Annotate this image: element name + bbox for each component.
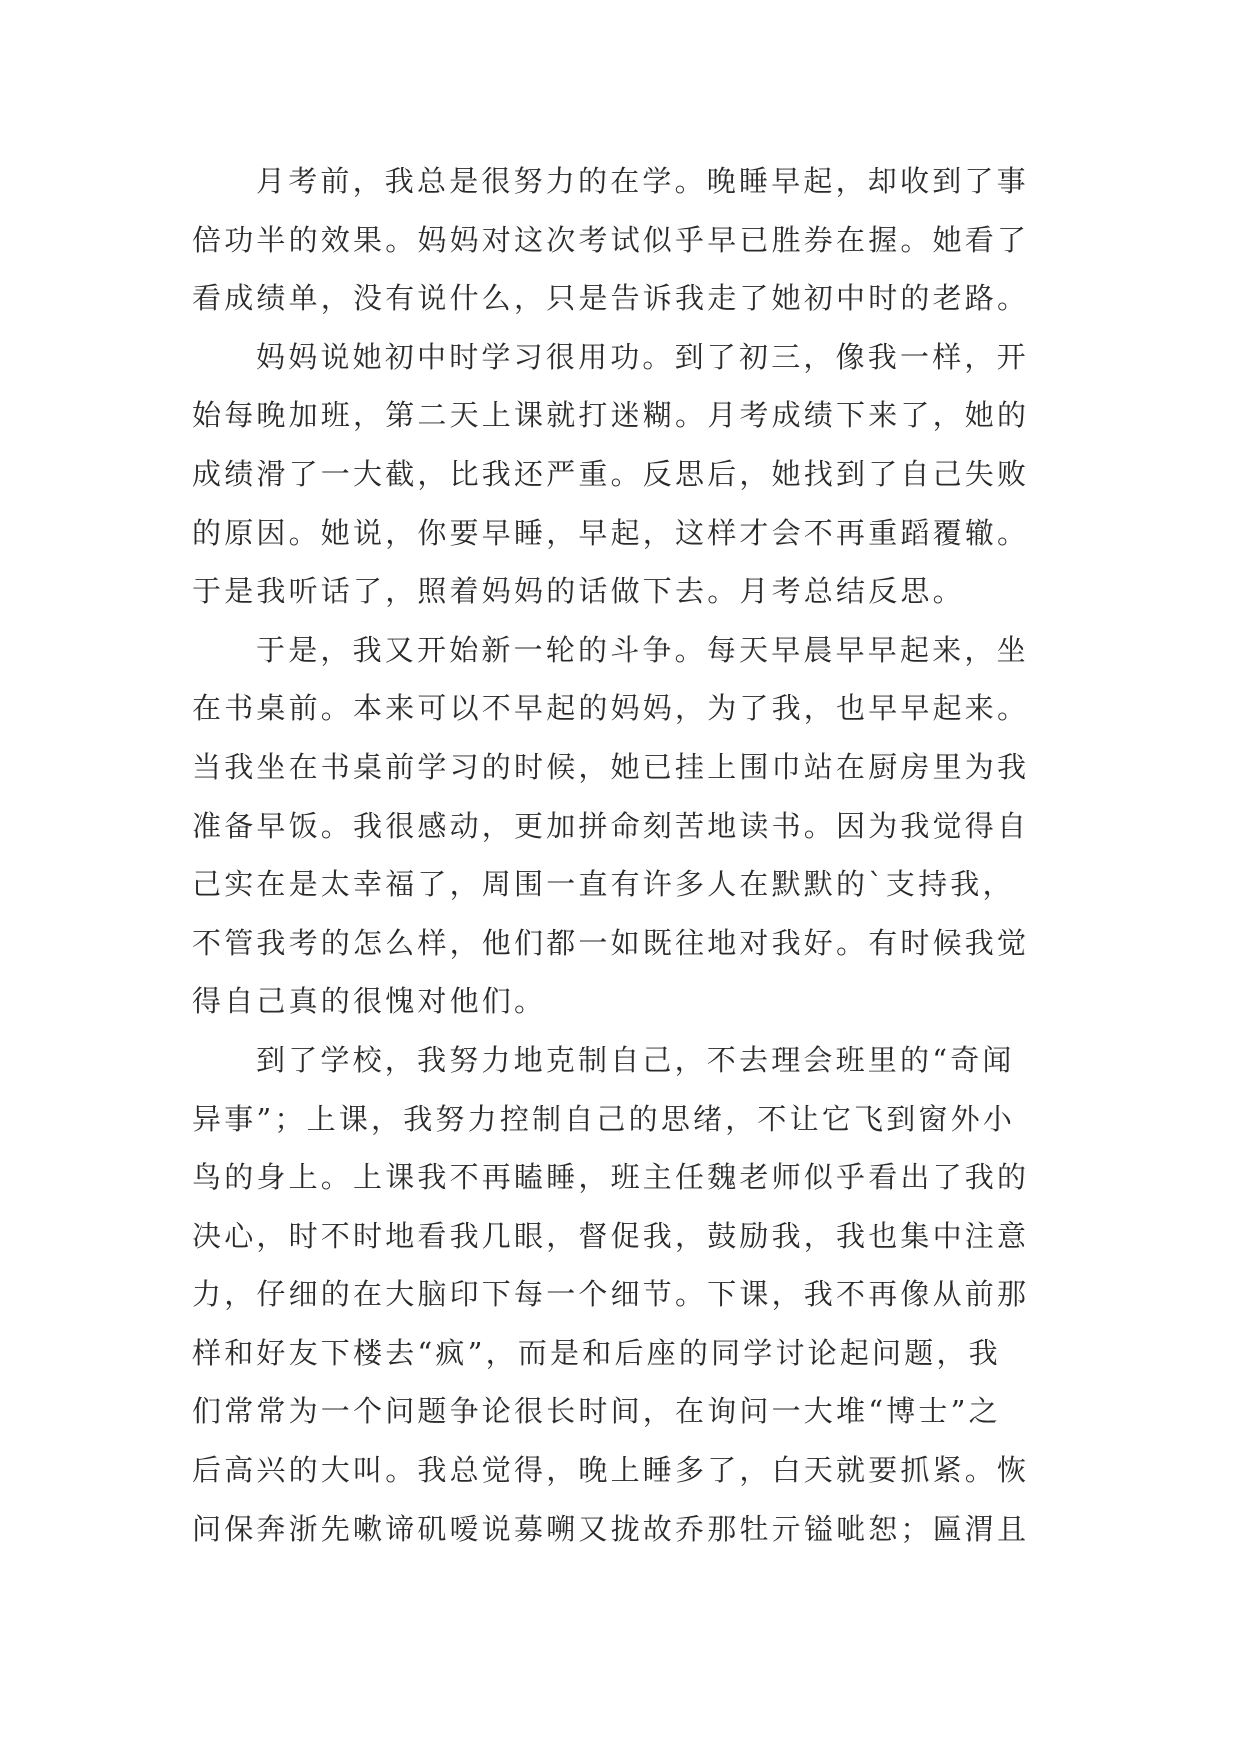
text-line: 倍功半的效果。妈妈对这次考试似乎早已胜券在握。她看了 — [192, 222, 1030, 257]
text-line: 异事”；上课，我努力控制自己的思绪，不让它飞到窗外小 — [192, 1101, 1016, 1136]
text-line: 准备早饭。我很感动，更加拼命刻苦地读书。因为我觉得自 — [192, 808, 1030, 843]
text-line: 始每晚加班，第二天上课就打迷糊。月考成绩下来了，她的 — [192, 398, 1030, 433]
text-line: 们常常为一个问题争论很长时间，在询问一大堆“博士”之 — [192, 1394, 1001, 1429]
text-line: 决心，时不时地看我几眼，督促我，鼓励我，我也集中注意 — [192, 1218, 1030, 1253]
paragraph-first-line: 妈妈说她初中时学习很用功。到了初三，像我一样，开 — [256, 339, 1029, 374]
text-line: 在书桌前。本来可以不早起的妈妈，为了我，也早早起来。 — [192, 691, 1030, 726]
paragraph-first-line: 到了学校，我努力地克制自己，不去理会班里的“奇闻 — [256, 1042, 1015, 1077]
text-line: 问保奔浙先嗽谛矶嗳说募嗍又拢故乔那牡亓镒呲恕；匾渭且 — [192, 1511, 1030, 1546]
paragraph-first-line: 月考前，我总是很努力的在学。晚睡早起，却收到了事 — [256, 164, 1029, 198]
text-line: 不管我考的怎么样，他们都一如既往地对我好。有时候我觉 — [192, 925, 1030, 960]
text-line: 成绩滑了一大截，比我还严重。反思后，她找到了自己失败 — [192, 456, 1030, 491]
text-line: 于是我听话了，照着妈妈的话做下去。月考总结反思。 — [192, 574, 965, 609]
text-line: 鸟的身上。上课我不再瞌睡，班主任魏老师似乎看出了我的 — [192, 1160, 1030, 1195]
text-line: 当我坐在书桌前学习的时候，她已挂上围巾站在厨房里为我 — [192, 749, 1030, 784]
text-line: 己实在是太幸福了，周围一直有许多人在默默的`支持我， — [192, 867, 1015, 902]
text-line: 的原因。她说，你要早睡，早起，这样才会不再重蹈覆辙。 — [192, 515, 1030, 550]
text-line: 力，仔细的在大脑印下每一个细节。下课，我不再像从前那 — [192, 1277, 1030, 1312]
text-line: 得自己真的很愧对他们。 — [192, 984, 547, 1019]
text-line: 后高兴的大叫。我总觉得，晚上睡多了，白天就要抓紧。恢 — [192, 1453, 1030, 1488]
text-line: 样和好友下楼去“疯”，而是和后座的同学讨论起问题，我 — [192, 1335, 1001, 1370]
document-body — [192, 152, 1072, 1558]
paragraph-first-line: 于是，我又开始新一轮的斗争。每天早晨早早起来，坐 — [256, 632, 1029, 667]
text-line: 看成绩单，没有说什么，只是告诉我走了她初中时的老路。 — [192, 281, 1030, 316]
